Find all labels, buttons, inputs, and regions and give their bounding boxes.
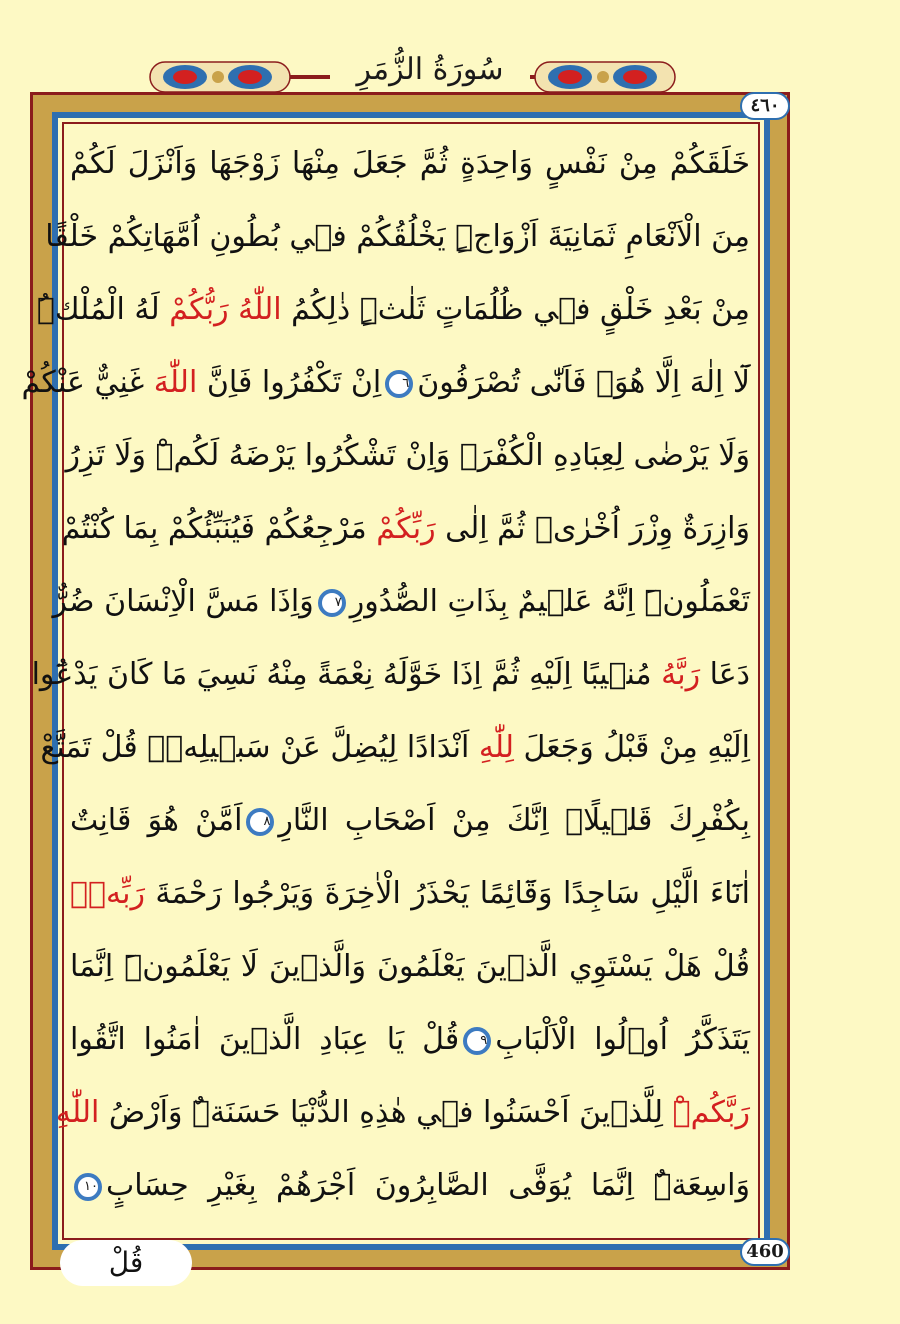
verse-text: يَتَذَكَّرُ اُو۬لُوا الْاَلْبَابِ (495, 1022, 750, 1057)
verse-text: وَاِذَا مَسَّ الْاِنْسَانَ ضُرٌّ (52, 584, 314, 619)
verse-text: مِنْ بَعْدِ خَلْقٍ ف۪ي ظُلُمَاتٍ ثَلٰثٍۜ ذٰلِكُمُ (281, 292, 750, 327)
verse-text: بِكُفْرِكَ قَل۪يلًاۗ اِنَّكَ مِنْ اَصْحَابِ النَّارِ (278, 803, 751, 838)
verse-text: اٰنَٓاءَ الَّيْلِ سَاجِدًا وَقَٓائِمًا يَحْذَرُ الْاٰخِرَةَ وَيَرْجُوا رَحْمَةَ (144, 876, 750, 911)
divine-name-text: اللّٰهُ رَبُّكُمْ (169, 292, 282, 327)
header-ornament-right (535, 58, 675, 96)
divine-name-text: رَبِّه۪ۜ (70, 876, 145, 911)
verse-text: دَعَا (700, 657, 750, 692)
verse-text: اَنْدَادًا لِيُضِلَّ عَنْ سَب۪يلِه۪ۜ قُلْ تَمَتَّعْ (40, 730, 479, 765)
page-number-arabic: ٤٦٠ (740, 92, 790, 120)
verse-text: مُن۪يبًا اِلَيْهِ ثُمَّ اِذَا خَوَّلَهُ نِعْمَةً مِنْهُ نَسِيَ مَا كَانَ يَدْعُٓوا (31, 657, 662, 692)
text-line (36, 274, 750, 346)
page-number: 460 (740, 1238, 790, 1266)
verse-text: تَعْمَلُونَۜ اِنَّهُ عَل۪يمٌ بِذَاتِ الصُّدُورِ (349, 584, 750, 619)
verse-text: قُلْ يَا عِبَادِ الَّذ۪ينَ اٰمَنُوا اتَّقُوا (70, 1022, 460, 1057)
verse-text: لِلَّذ۪ينَ اَحْسَنُوا ف۪ي هٰذِهِ الدُّنْيَا حَسَنَةٌۜ وَاَرْضُ (99, 1095, 673, 1130)
text-line (65, 420, 750, 492)
text-line (45, 201, 750, 273)
verse-text: اِلَيْهِ مِنْ قَبْلُ وَجَعَلَ (513, 730, 750, 765)
divine-name-text: رَبَّهُ (661, 657, 701, 692)
divine-name-text: رَبَّكُمْۜ (672, 1095, 750, 1130)
verse-text: وَاسِعَةٌۜ اِنَّمَا يُوَفَّى الصَّابِرُونَ اَجْرَهُمْ بِغَيْرِ حِسَابٍ (106, 1168, 750, 1203)
verse-text: قُلْ هَلْ يَسْتَوِي الَّذ۪ينَ يَعْلَمُونَ وَالَّذ۪ينَ لَا يَعْلَمُونَۜ اِنَّمَا (70, 949, 750, 984)
verse-text: مَرْجِعُكُمْ فَيُنَبِّئُكُمْ بِمَا كُنْتُمْ (61, 511, 377, 546)
ayah-marker: ٧ (318, 589, 346, 617)
text-line (52, 566, 750, 638)
text-line (70, 785, 750, 857)
text-line (61, 493, 750, 565)
sura-title: سُورَةُ الزُّمَرِ (356, 52, 504, 87)
verse-text: وَازِرَةٌ وِزْرَ اُخْرٰىۜ ثُمَّ اِلٰى (435, 511, 750, 546)
text-line (70, 1004, 750, 1076)
divine-name-text: رَبِّكُمْ (376, 511, 436, 546)
divine-name-text: اللّٰهَ (153, 365, 198, 400)
divine-name-text: لِلّٰهِ (478, 730, 514, 765)
text-line (70, 128, 750, 200)
verse-text: اَمَّنْ هُوَ قَانِتٌ (70, 803, 243, 838)
verse-text: مِنَ الْاَنْعَامِ ثَمَانِيَةَ اَزْوَاجٍۜ يَخْلُقُكُمْ ف۪ي بُطُونِ اُمَّهَاتِكُمْ خَلْقًا (45, 219, 750, 254)
verse-text: اِنْ تَكْفُرُوا فَاِنَّ (197, 365, 382, 400)
text-line (55, 1077, 750, 1149)
verse-text: خَلَقَكُمْ مِنْ نَفْسٍ وَاحِدَةٍ ثُمَّ جَعَلَ مِنْهَا زَوْجَهَا وَاَنْزَلَ لَكُمْ (70, 146, 750, 181)
ayah-marker: ٦ (385, 370, 413, 398)
divine-name-text: اللّٰهِ (55, 1095, 100, 1130)
ayah-marker: ٨ (246, 808, 274, 836)
verse-text: لَٓا اِلٰهَ اِلَّا هُوَۚ فَاَنّٰى تُصْرَفُونَ (417, 365, 750, 400)
text-line (70, 931, 750, 1003)
catchword: قُلْ (60, 1240, 192, 1286)
verse-text: وَلَا يَرْضٰى لِعِبَادِهِ الْكُفْرَۚ وَاِنْ تَشْكُرُوا يَرْضَهُ لَكُمْۜ وَلَا تَزِرُ (65, 438, 750, 473)
text-line (40, 712, 750, 784)
verse-text: لَهُ الْمُلْكُۜ (36, 292, 170, 327)
text-line (21, 347, 750, 419)
verse-text: غَنِيٌّ عَنْكُمْ (21, 365, 154, 400)
text-line (70, 1150, 750, 1222)
text-line (70, 858, 750, 930)
quran-text (21, 128, 751, 1228)
ayah-marker: ٩ (463, 1027, 491, 1055)
header-ornament-left (150, 58, 290, 96)
text-line (31, 639, 750, 711)
ayah-marker: ١٠ (74, 1173, 102, 1201)
